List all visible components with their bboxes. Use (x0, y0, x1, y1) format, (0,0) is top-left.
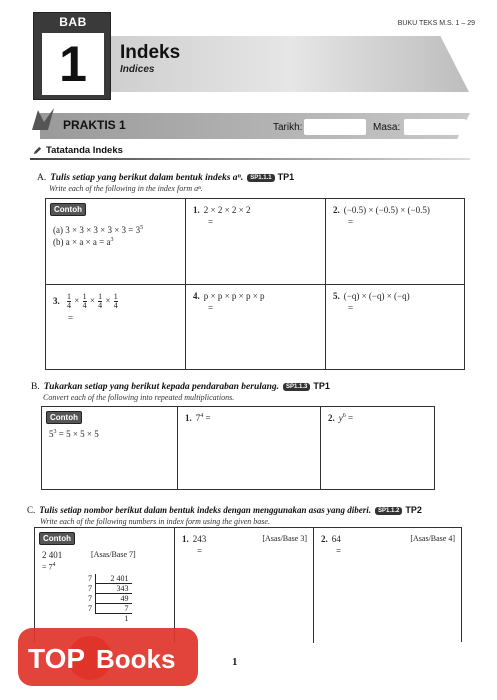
example-cell (42, 407, 178, 489)
sp-badge: SP1.1.1 (247, 174, 274, 182)
example-number: 2 401 (42, 550, 63, 560)
section-a-instruction-en: Write each of the following in the index form aⁿ. (49, 184, 203, 193)
chapter-title: Indeks (120, 42, 181, 63)
answer-cell-a2[interactable]: 2. (−0.5) × (−0.5) × (−0.5) = (326, 199, 465, 285)
dividend: 1 (124, 614, 129, 623)
sp-badge: SP1.1.3 (283, 383, 310, 391)
answer-cell-c1[interactable]: 1. 243 [Asas/Base 3] = (175, 528, 314, 643)
divisor: 7 (88, 604, 92, 613)
logo-books-text: Books (96, 644, 176, 674)
dividend: 7 (96, 604, 132, 614)
chapter-subtitle: Indices (120, 64, 155, 75)
dividend: 49 (96, 594, 132, 604)
tarikh-field[interactable] (304, 119, 366, 135)
base-hint: [Asas/Base 3] (262, 534, 307, 543)
base-hint: [Asas/Base 4] (410, 534, 455, 543)
section-b-grid (41, 406, 435, 490)
page-number: 1 (232, 656, 238, 668)
answer-cell-b1[interactable]: 1. $7^4$ = (178, 407, 321, 489)
example-a: (a) $3 \times 3 \times 3 \times 3 \times 3 = 3^5$ (53, 225, 144, 235)
division-row (85, 604, 132, 614)
dividend: 2 401 (96, 574, 132, 584)
masa-field[interactable] (404, 119, 466, 135)
answer-cell-b2[interactable]: 2. $y^6$ = (328, 413, 354, 423)
section-a-grid (45, 198, 465, 370)
example-b: (b) $a \times a \times a = a^3$ (53, 237, 114, 247)
topbooks-logo (0, 618, 230, 700)
bab-label: BAB (59, 15, 87, 29)
section-a-instruction: A. Tulis setiap yang berikut dalam bentuk indeks aⁿ. SP1.1.1 TP1 (37, 172, 295, 183)
example-cell (46, 199, 186, 285)
division-row (85, 594, 132, 604)
praktis-arrow-icon (30, 106, 56, 132)
example-base: [Asas/Base 7] (91, 550, 136, 559)
example-result: = $7^4$ (42, 562, 56, 572)
logo-top-text: TOP (28, 643, 86, 674)
praktis-label: PRAKTIS 1 (63, 118, 126, 132)
division-row (85, 574, 132, 584)
contoh-label: Contoh (39, 532, 75, 545)
divisor: 7 (88, 574, 92, 584)
example-b-line: $5^3 = 5 \times 5 \times 5$ (49, 429, 99, 439)
dividend: 343 (96, 584, 132, 594)
answer-cell-a5[interactable]: 5. (−q) × (−q) × (−q) = (333, 291, 410, 313)
answer-cell-a4[interactable]: 4. p × p × p × p × p = (186, 285, 326, 370)
pencil-icon (33, 146, 42, 155)
division-ladder (85, 574, 132, 623)
chapter-number-box (42, 33, 104, 95)
divisor: 7 (88, 594, 92, 603)
section-c-instruction-en: Write each of the following numbers in index form using the given base. (40, 517, 270, 526)
section-b-instruction: B. Tukarkan setiap yang berikut kepada pendaraban berulang. SP1.1.3 TP1 (31, 381, 330, 392)
masa-label: Masa: (373, 122, 401, 133)
tarikh-label: Tarikh: (273, 122, 303, 133)
division-row (85, 584, 132, 594)
subsection-divider (30, 158, 470, 160)
section-c-instruction: C. Tulis setiap nombor berikut dalam bentuk indeks dengan menggunakan asas yang diberi. SP1.1.2 TP2 (27, 505, 422, 515)
textbook-reference: BUKU TEKS M.S. 1 – 29 (397, 20, 475, 27)
section-b-instruction-en: Convert each of the following into repeated multiplications. (43, 393, 235, 402)
subsection-title: Tatatanda Indeks (46, 145, 123, 156)
contoh-label: Contoh (50, 203, 86, 216)
chapter-number: 1 (59, 36, 87, 92)
sp-badge: SP1.1.2 (375, 507, 402, 515)
answer-cell-a3[interactable]: 3. $\frac{1}{4}$ × $\frac{1}{4}$ × $\frac{1}{4}$ × $\frac{1}{4}$ = (46, 285, 186, 370)
answer-cell-a1[interactable]: 1. 2 × 2 × 2 × 2 = (186, 199, 326, 285)
chapter-badge (33, 12, 111, 100)
answer-cell-c2[interactable]: 2. 64 [Asas/Base 4] = (321, 534, 455, 556)
divisor: 7 (88, 584, 92, 593)
contoh-label: Contoh (46, 411, 82, 424)
